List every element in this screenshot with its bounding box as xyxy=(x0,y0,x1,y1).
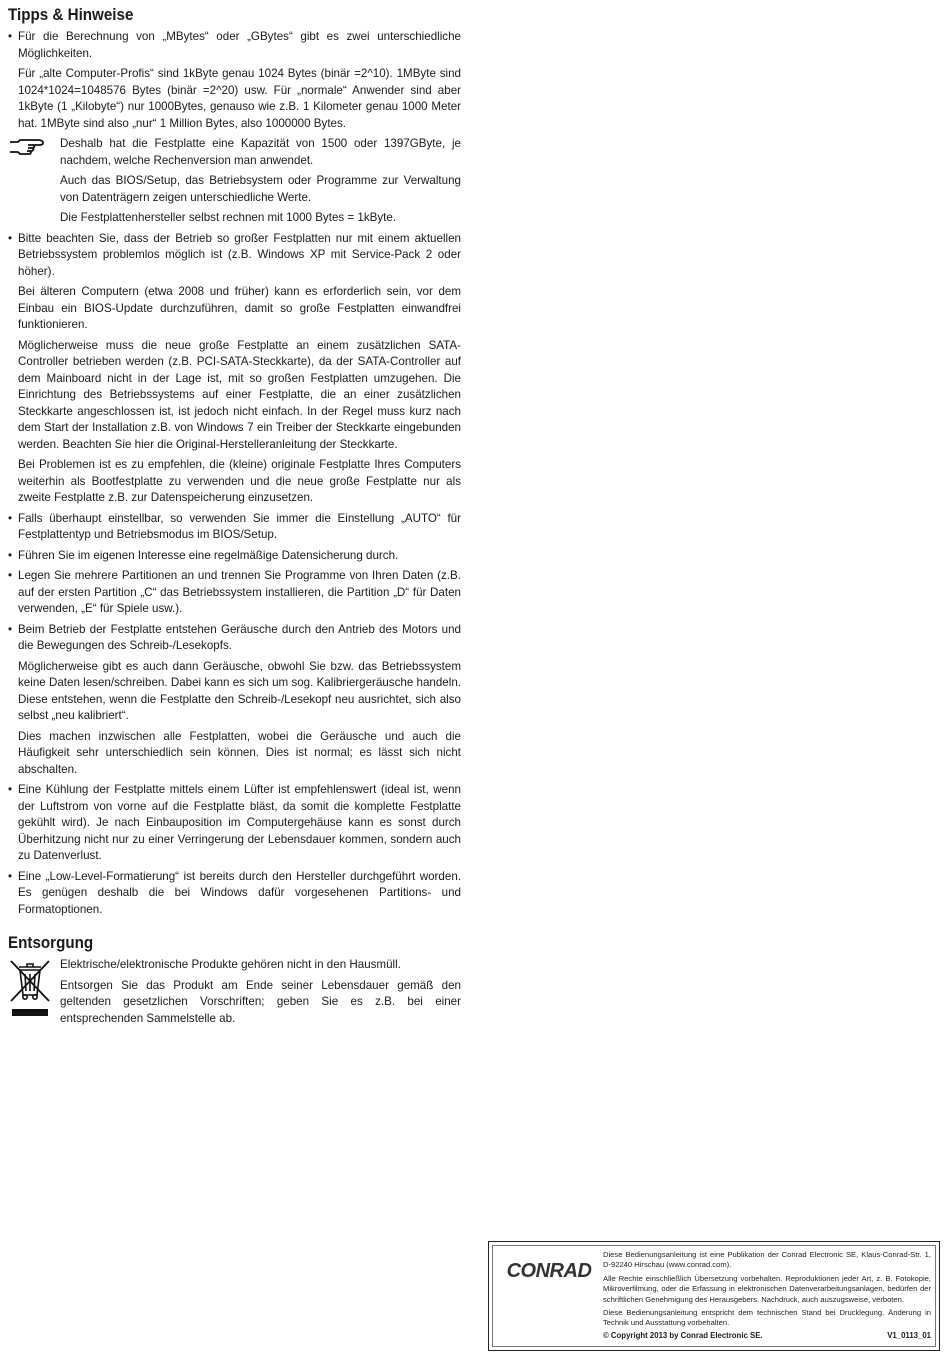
list-item xyxy=(8,29,461,132)
list-item xyxy=(8,622,461,779)
paragraph: • Für die Berechnung von „MBytes“ oder „GBytes“ gibt es zwei unterschiedliche Möglichkeiten. xyxy=(18,30,461,60)
publisher-box-inner xyxy=(492,1245,936,1347)
paragraph: • Bitte beachten Sie, dass der Betrieb so großer Festplatten nur mit einem aktuellen Betriebssystem problemlos möglich ist (z.B. Windows XP mit Service-Pack 2 oder höher). xyxy=(18,231,461,278)
pointing-hand-icon xyxy=(8,135,48,159)
paragraph: Deshalb hat die Festplatte eine Kapazität von 1500 oder 1397GByte, je nachdem, welche Rechenversion man anwendet. xyxy=(60,137,461,167)
list-item xyxy=(8,548,461,565)
paragraph: Möglicherweise muss die neue große Festplatte an einem zusätzlichen SATA-Controller betrieben werden (z.B. PCI-SATA-Steckkarte), da der SATA-Controller auf dem Mainboard nicht in der Lage ist, mit so großen Festplatten umzugehen. Die Einrichtung des Betriebssystems auf einer Festplatte, die an einer zusätzlichen Steckkarte angeschlossen ist, ist jedoch nicht einfach. In der Regel muss kurz nach dem Start der Installation z.B. von Windows 7 ein Treiber der Steckkarte eingebunden werden. Beachten Sie hier die Original-Herstelleranleitung der Steckkarte. xyxy=(18,338,461,451)
main-column xyxy=(8,4,461,1027)
paragraph: Für „alte Computer-Profis“ sind 1kByte genau 1024 Bytes (binär =2^10). 1MByte sind 1024*1024=1048576 Bytes (binär =2^20) usw. Für „normale“ Anwender sind aber 1kByte (1 „Kilobyte“) nur 1000Bytes, genauso wie z.B. 1 Kilometer genau 1000 Meter hat. 1MByte sind also „nur“ 1 Million Bytes, also 1000000 Bytes. xyxy=(18,67,461,130)
conrad-logo xyxy=(499,1256,599,1284)
paragraph: Bei Problemen ist es zu empfehlen, die (kleine) originale Festplatte Ihres Computers weiterhin als Bootfestplatte zu verwenden und die neue große Festplatte nur als zweite Festplatte z.B. zur Datenspeicherung einzusetzen. xyxy=(18,458,461,504)
note-block xyxy=(8,136,461,227)
paragraph: • Führen Sie im eigenen Interesse eine regelmäßige Datensicherung durch. xyxy=(18,548,399,562)
paragraph: • Legen Sie mehrere Partitionen an und trennen Sie Programme von Ihren Daten (z.B. auf der ersten Partition „C“ das Betriebssystem installieren, die Partition „D“ für Daten verwenden, „E“ für Spiele usw.). xyxy=(18,569,461,615)
list-item xyxy=(8,568,461,618)
paragraph: • Eine Kühlung der Festplatte mittels einem Lüfter ist empfehlenswert (ideal ist, wenn der Luftstrom von vorne auf die Festplatte bläst, da somit die komplette Festplatte gekühlt wird). Je nach Einbauposition im Computergehäuse kann es sonst durch Überhitzung nicht nur zu einer Verringerung der Lebensdauer kommen, sondern auch zu Datenverlust. xyxy=(18,783,461,862)
list-item xyxy=(8,231,461,507)
paragraph: Bei älteren Computern (etwa 2008 und früher) kann es erforderlich sein, vor dem Einbau ein BIOS-Update durchzuführen, damit so große Festplatten einwandfrei funktionieren. xyxy=(18,285,461,331)
section-title-tips: Tipps & Hinweise xyxy=(8,6,134,24)
version-code: V1_0113_01 xyxy=(887,1331,931,1340)
disposal-block xyxy=(8,957,461,1027)
list-item xyxy=(8,869,461,919)
paragraph: Möglicherweise gibt es auch dann Geräusche, obwohl Sie bzw. das Betriebssystem keine Daten lesen/schreiben. Dabei kann es sich um sog. Kalibriergeräusche handeln. Diese entstehen, wenn die Festplatte den Schreib-/Lesekopf neu ausrichtet, sich also selbst „neu kalibriert“. xyxy=(18,659,461,722)
paragraph: • Beim Betrieb der Festplatte entstehen Geräusche durch den Antrieb des Motors und die Bewegungen des Schreib-/Lesekopfs. xyxy=(18,622,461,652)
list-item xyxy=(8,511,461,544)
publisher-box xyxy=(488,1241,940,1351)
crossed-out-bin-icon xyxy=(8,957,52,1021)
section-title-disposal: Entsorgung xyxy=(8,934,94,952)
svg-text:CONRAD: CONRAD xyxy=(506,1260,592,1282)
paragraph: Die Festplattenhersteller selbst rechnen mit 1000 Bytes = 1kByte. xyxy=(60,211,397,224)
paragraph: • Falls überhaupt einstellbar, so verwenden Sie immer die Einstellung „AUTO“ für Festplattentyp und Betriebsmodus im BIOS/Setup. xyxy=(18,511,461,541)
paragraph: Entsorgen Sie das Produkt am Ende seiner Lebensdauer gemäß den geltenden gesetzlichen Vorschriften; geben Sie es z.B. bei einer entsprechenden Sammelstelle ab. xyxy=(60,978,461,1025)
paragraph: Elektrische/elektronische Produkte gehören nicht in den Hausmüll. xyxy=(60,958,401,971)
paragraph: Alle Rechte einschließlich Übersetzung vorbehalten. Reproduktionen jeder Art, z. B. Fotokopie, Mikroverfilmung, oder die Erfassung in elektronischen Datenverarbeitungsanlagen, bedürfen der schriftlichen Genehmigung des Herausgebers. Nachdruck, auch auszugsweise, verboten. xyxy=(603,1273,931,1304)
copyright-line xyxy=(603,1331,931,1340)
paragraph: Dies machen inzwischen alle Festplatten, wobei die Geräusche und auch die Häufigkeit sehr unterschiedlich sein können. Dies ist normal; es lässt sich nicht abschalten. xyxy=(18,729,461,776)
list-item xyxy=(8,782,461,865)
paragraph: Diese Bedienungsanleitung entspricht dem technischen Stand bei Drucklegung. Änderung in Technik und Ausstattung vorbehalten. xyxy=(603,1308,931,1328)
paragraph: Auch das BIOS/Setup, das Betriebsystem oder Programme zur Verwaltung von Datenträgern zeigen unterschiedliche Werte. xyxy=(60,174,461,204)
copyright: © Copyright 2013 by Conrad Electronic SE. xyxy=(603,1331,763,1340)
paragraph: • Eine „Low-Level-Formatierung“ ist bereits durch den Hersteller durchgeführt worden. Es genügen deshalb die bei Windows dafür vorgesehenen Partitions- und Formatoptionen. xyxy=(18,869,461,916)
paragraph: Diese Bedienungsanleitung ist eine Publikation der Conrad Electronic SE, Klaus-Conrad-Str. 1, D-92240 Hirschau (www.conrad.com). xyxy=(603,1250,931,1270)
publisher-text xyxy=(603,1250,931,1329)
